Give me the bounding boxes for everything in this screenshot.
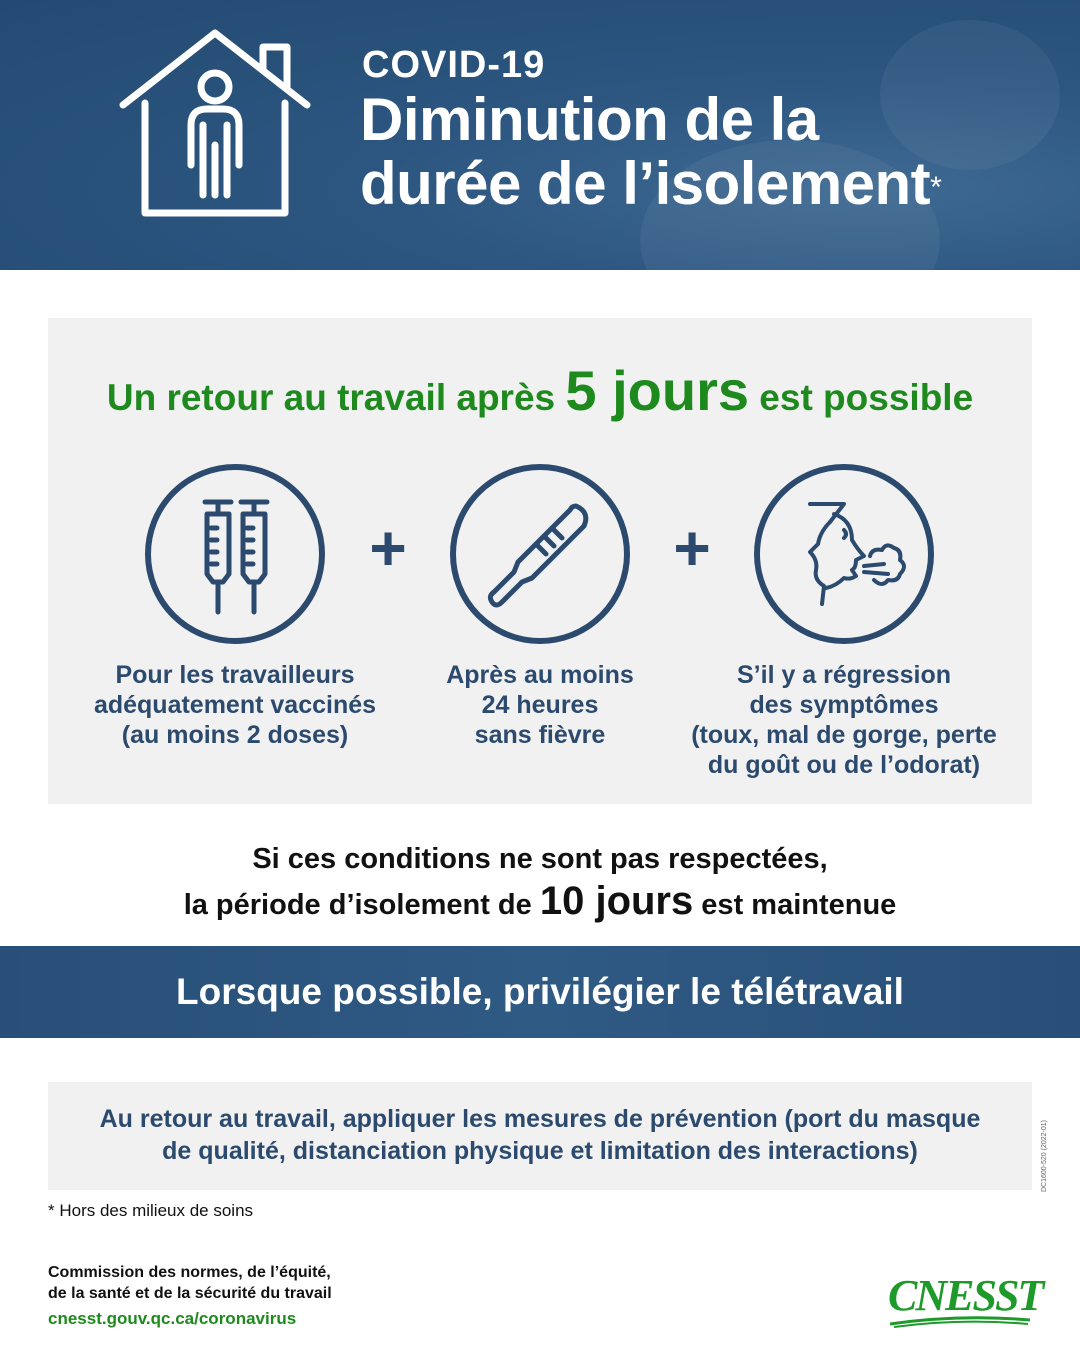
prevention-text xyxy=(48,1103,1032,1167)
caption-line: 24 heures xyxy=(481,691,599,719)
plus-sign-1: + xyxy=(369,512,407,584)
vaccination-circle xyxy=(145,464,325,644)
caption-line: Après au moins xyxy=(446,661,634,689)
headline-highlight: 5 jours xyxy=(565,359,750,422)
title-line-2 xyxy=(360,152,941,216)
logo-wordmark: CNESST xyxy=(888,1271,1043,1320)
caption-line: des symptômes xyxy=(749,691,939,719)
website-link[interactable]: cnesst.gouv.qc.ca/coronavirus xyxy=(48,1309,297,1328)
header-eyebrow: COVID-19 xyxy=(362,44,546,86)
title-asterisk: * xyxy=(930,171,942,204)
return-headline xyxy=(48,358,1032,423)
header-banner xyxy=(0,0,1080,270)
caption-line: Pour les travailleurs xyxy=(115,661,355,689)
headline-after: est possible xyxy=(749,377,974,418)
cnesst-logo xyxy=(888,1270,1043,1332)
note-after: est maintenue xyxy=(693,889,897,921)
footnote: * Hors des milieux de soins xyxy=(48,1201,254,1220)
face-cough-icon xyxy=(760,470,928,638)
telework-band xyxy=(0,946,1080,1038)
caption-line: adéquatement vaccinés xyxy=(93,691,377,719)
note-before: la période d’isolement de xyxy=(183,889,540,921)
fever-circle xyxy=(450,464,630,644)
caption-line: (au moins 2 doses) xyxy=(121,721,349,749)
caption-line: sans fièvre xyxy=(474,721,606,749)
caption-line: (toux, mal de gorge, perte xyxy=(691,721,997,749)
conditions-note-line-1: Si ces conditions ne sont pas respectées, xyxy=(252,843,828,875)
thermometer-icon xyxy=(456,470,624,638)
prevention-line-1: Au retour au travail, appliquer les mesures de prévention (port du masque xyxy=(99,1105,981,1133)
title-line-1: Diminution de la xyxy=(360,86,819,153)
telework-text: Lorsque possible, privilégier le télétravail xyxy=(176,971,904,1012)
caption-fever xyxy=(380,660,700,750)
prevention-line-2: de qualité, distanciation physique et limitation des interactions) xyxy=(162,1137,918,1165)
organization-name xyxy=(48,1262,332,1304)
syringes-icon xyxy=(151,470,319,638)
caption-line: S’il y a régression xyxy=(737,661,951,689)
note-highlight: 10 jours xyxy=(539,879,694,923)
document-code: DC1600-520 (2022-01) xyxy=(1041,1120,1048,1192)
plus-sign-2: + xyxy=(673,512,711,584)
org-line-1: Commission des normes, de l’équité, xyxy=(48,1264,331,1281)
caption-vaccination xyxy=(75,660,395,750)
logo-swoosh-icon xyxy=(890,1314,1030,1328)
caption-line: du goût ou de l’odorat) xyxy=(707,751,981,779)
page-title xyxy=(360,88,941,216)
prevention-panel xyxy=(48,1082,1032,1190)
house-with-person-icon xyxy=(115,25,315,220)
caption-symptoms xyxy=(684,660,1004,780)
org-line-2: de la santé et de la sécurité du travail xyxy=(48,1285,332,1302)
symptoms-circle xyxy=(754,464,934,644)
conditions-note-line-2 xyxy=(0,880,1080,926)
title-line-2-text: durée de l’isolement xyxy=(360,150,931,217)
headline-before: Un retour au travail après xyxy=(106,377,566,418)
conditions-note xyxy=(0,838,1080,926)
conditions-panel xyxy=(48,318,1032,804)
